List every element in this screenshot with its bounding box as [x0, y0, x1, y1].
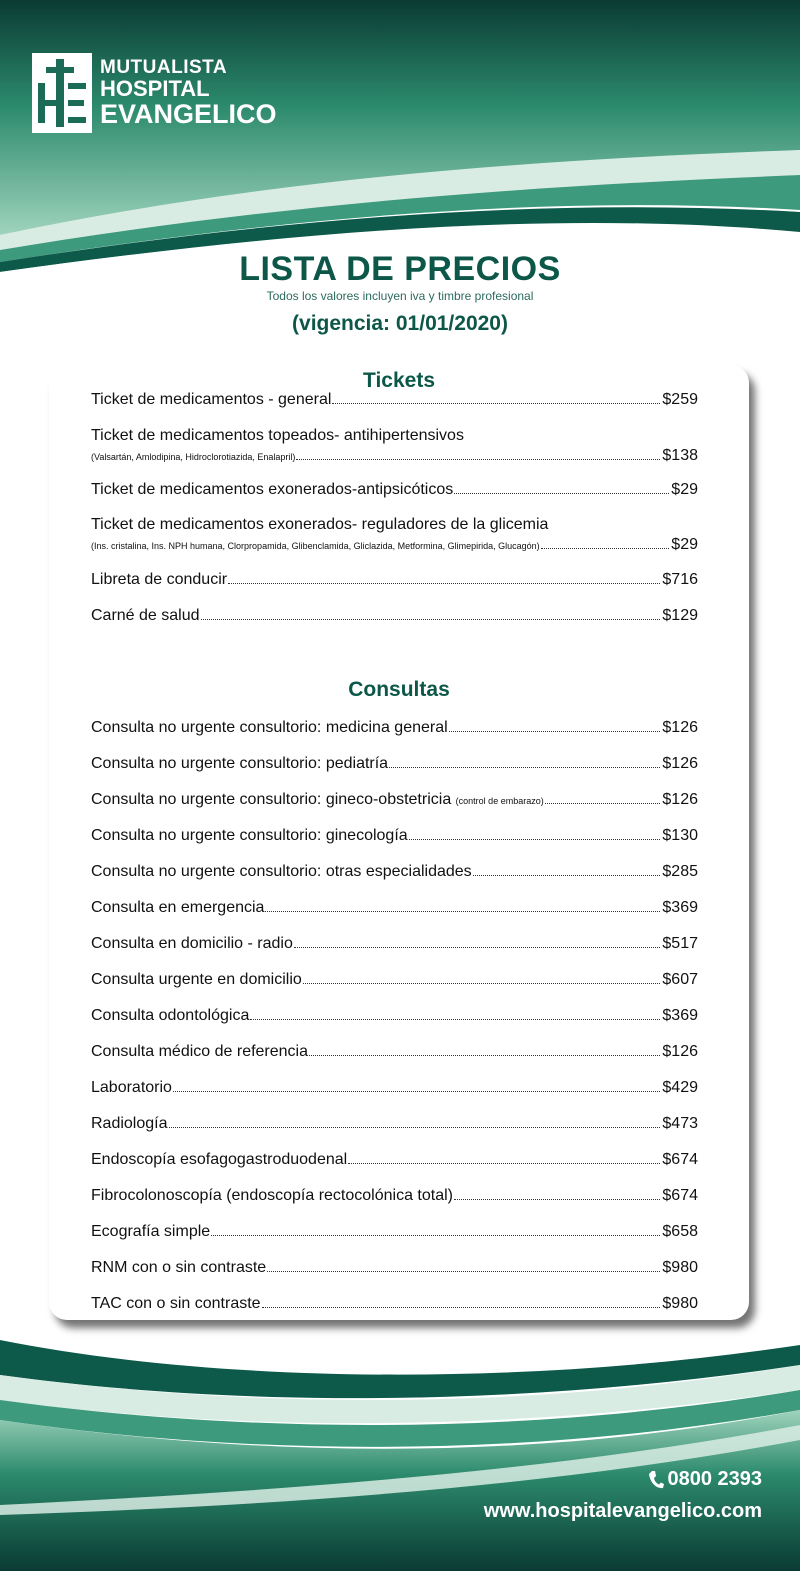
- item-label: TAC con o sin contraste: [91, 1295, 261, 1312]
- price-row: [91, 1006, 698, 1026]
- item-label: Consulta no urgente consultorio: otras especialidades: [91, 863, 472, 880]
- item-price: $980: [662, 1295, 698, 1312]
- item-price: $129: [662, 607, 698, 624]
- price-row: [91, 1078, 698, 1098]
- price-row: [91, 1186, 698, 1206]
- he-cross-logo-icon: [32, 53, 92, 133]
- hospital-logo: [32, 53, 277, 133]
- item-price: $29: [671, 536, 698, 553]
- dot-leader: [454, 493, 669, 494]
- price-row: [91, 862, 698, 882]
- item-price: $607: [662, 971, 698, 988]
- item-price: $429: [662, 1079, 698, 1096]
- item-price: $126: [662, 791, 698, 808]
- item-price: $716: [662, 571, 698, 588]
- dot-leader: [211, 1235, 660, 1236]
- item-note: (Ins. cristalina, Ins. NPH humana, Clorpropamida, Glibenclamida, Gliclazida, Metformina, Glimepirida, Glucagón): [91, 541, 540, 551]
- dot-leader: [265, 911, 660, 912]
- dot-leader: [250, 1019, 660, 1020]
- price-row: [91, 1258, 698, 1278]
- item-price: $126: [662, 1043, 698, 1060]
- dot-leader: [541, 548, 670, 549]
- price-row: [91, 1042, 698, 1062]
- item-price: $126: [662, 719, 698, 736]
- dot-leader: [173, 1091, 660, 1092]
- price-row: [91, 515, 698, 556]
- section-title-tickets: Tickets: [363, 369, 435, 392]
- dot-leader: [169, 1127, 661, 1128]
- dot-leader: [294, 947, 661, 948]
- item-label: Consulta urgente en domicilio: [91, 971, 302, 988]
- dot-leader: [201, 619, 661, 620]
- price-row: [91, 826, 698, 846]
- item-label: Libreta de conducir: [91, 571, 228, 588]
- price-row: [91, 1294, 698, 1314]
- dot-leader: [389, 767, 660, 768]
- page-title: LISTA DE PRECIOS: [239, 250, 561, 288]
- phone-number: 0800 2393: [667, 1468, 762, 1490]
- item-label: RNM con o sin contraste: [91, 1259, 267, 1276]
- validity-date: (vigencia: 01/01/2020): [292, 312, 508, 335]
- item-label: Consulta en emergencia: [91, 899, 265, 916]
- dot-leader: [296, 459, 660, 460]
- price-row: [91, 970, 698, 990]
- price-list-card: [49, 365, 749, 1320]
- item-price: $473: [662, 1115, 698, 1132]
- dot-leader: [303, 983, 661, 984]
- item-note: (control de embarazo): [455, 796, 544, 806]
- item-label: Consulta médico de referencia: [91, 1043, 309, 1060]
- item-price: $259: [662, 391, 698, 408]
- item-price: $138: [662, 447, 698, 464]
- dot-leader: [545, 803, 661, 804]
- dot-leader: [473, 875, 661, 876]
- contact-phone[interactable]: [648, 1468, 762, 1491]
- item-label: Consulta no urgente consultorio: medicina general: [91, 719, 448, 736]
- price-row: [91, 480, 698, 500]
- logo-line-mutualista: MUTUALISTA: [100, 57, 228, 78]
- price-row: [91, 390, 698, 410]
- dot-leader: [409, 839, 661, 840]
- item-note: (Valsartán, Amlodipina, Hidroclorotiazida, Enalapril): [91, 452, 296, 462]
- dot-leader: [348, 1163, 660, 1164]
- item-label: Consulta no urgente consultorio: ginecología: [91, 827, 408, 844]
- item-label: Laboratorio: [91, 1079, 172, 1096]
- price-row: [91, 1114, 698, 1134]
- price-row: [91, 426, 698, 467]
- footer-wave-background: [0, 1320, 800, 1571]
- item-label: Ticket de medicamentos exonerados- reguladores de la glicemia: [91, 516, 549, 533]
- item-price: $130: [662, 827, 698, 844]
- price-row: [91, 1222, 698, 1242]
- price-row: [91, 570, 698, 590]
- dot-leader: [262, 1307, 661, 1308]
- price-row: [91, 790, 698, 811]
- dot-leader: [267, 1271, 660, 1272]
- item-label: Ecografía simple: [91, 1223, 211, 1240]
- price-row: [91, 1150, 698, 1170]
- item-label: Consulta odontológica: [91, 1007, 250, 1024]
- item-label: Ticket de medicamentos topeados- antihipertensivos: [91, 427, 464, 444]
- dot-leader: [228, 583, 660, 584]
- website-link[interactable]: www.hospitalevangelico.com: [483, 1500, 762, 1522]
- price-row: [91, 606, 698, 626]
- item-price: $285: [662, 863, 698, 880]
- logo-line-hospital: HOSPITAL: [100, 76, 210, 101]
- section-title-consultas: Consultas: [348, 678, 450, 701]
- item-label: Ticket de medicamentos exonerados-antipsicóticos: [91, 481, 454, 498]
- price-row: [91, 754, 698, 774]
- logo-line-evangelico: EVANGELICO: [100, 99, 277, 129]
- item-label: Ticket de medicamentos - general: [91, 391, 332, 408]
- item-price: $658: [662, 1223, 698, 1240]
- page-subtitle: Todos los valores incluyen iva y timbre profesional: [266, 289, 534, 303]
- item-price: $369: [662, 899, 698, 916]
- dot-leader: [454, 1199, 660, 1200]
- item-label: Radiología: [91, 1115, 168, 1132]
- item-price: $674: [662, 1187, 698, 1204]
- item-price: $980: [662, 1259, 698, 1276]
- item-label: Consulta en domicilio - radio: [91, 935, 293, 952]
- item-label: Consulta no urgente consultorio: gineco-obstetricia: [91, 791, 452, 808]
- item-price: $674: [662, 1151, 698, 1168]
- item-price: $29: [671, 481, 698, 498]
- phone-icon: [648, 1470, 664, 1490]
- dot-leader: [449, 731, 661, 732]
- dot-leader: [332, 403, 660, 404]
- item-label: Endoscopía esofagogastroduodenal: [91, 1151, 348, 1168]
- dot-leader: [309, 1055, 660, 1056]
- item-label: Fibrocolonoscopía (endoscopía rectocolónica total): [91, 1187, 453, 1204]
- item-price: $517: [662, 935, 698, 952]
- item-price: $369: [662, 1007, 698, 1024]
- price-row: [91, 898, 698, 918]
- price-row: [91, 934, 698, 954]
- item-price: $126: [662, 755, 698, 772]
- item-label: Consulta no urgente consultorio: pediatría: [91, 755, 389, 772]
- item-label: Carné de salud: [91, 607, 200, 624]
- price-row: [91, 718, 698, 738]
